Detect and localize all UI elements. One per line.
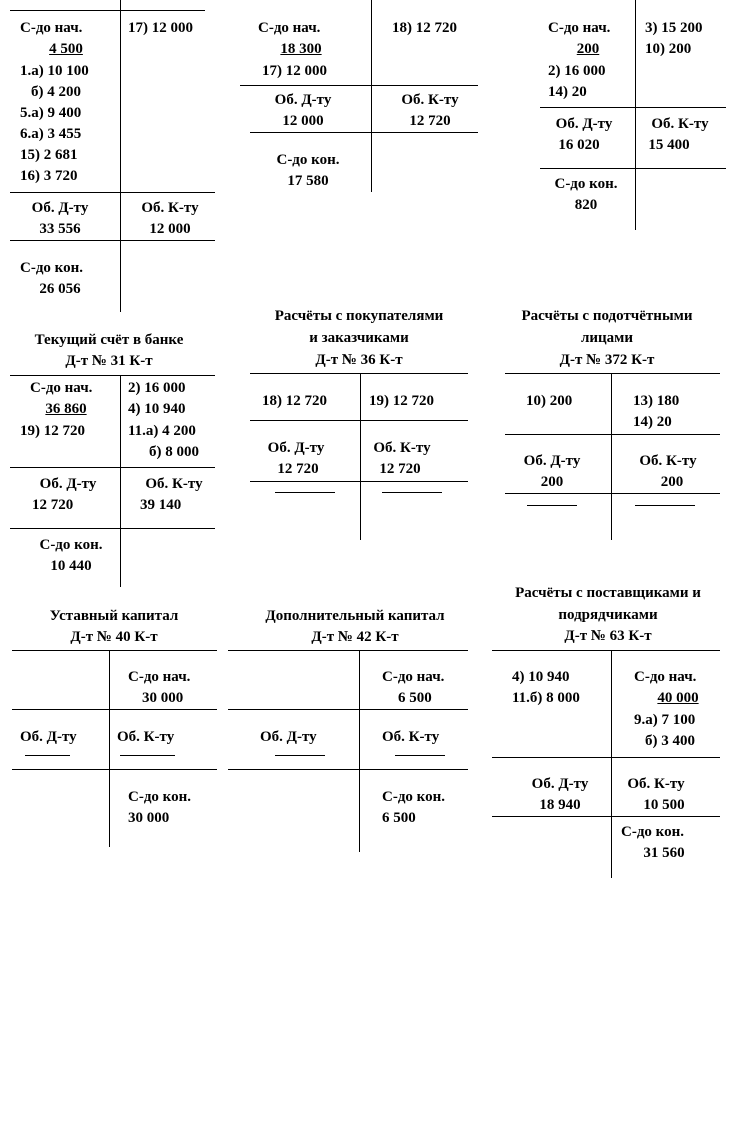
opening-balance-label: С-до нач. — [128, 669, 191, 685]
account-title: Расчёты с покупателями — [274, 308, 444, 324]
opening-balance-value: 30 000 — [142, 690, 184, 706]
closing-balance-label: С-до кон. — [128, 789, 192, 805]
debit-entry: 5.а) 9 400 — [20, 105, 82, 121]
ledger-line — [12, 769, 217, 770]
credit-entry: 18) 12 720 — [392, 20, 457, 36]
account-title: подрядчиками — [558, 607, 658, 623]
turnover-credit-value: 12 720 — [409, 113, 451, 129]
ledger-line — [359, 650, 360, 852]
account-number: Д-т № 372 К-т — [559, 352, 655, 368]
ledger-line — [611, 650, 612, 878]
account-title: Дополнительный капитал — [265, 608, 445, 624]
empty-line — [25, 755, 70, 756]
turnover-debit-label: Об. Д-ту — [531, 776, 589, 792]
account-title: и заказчиками — [309, 330, 409, 346]
opening-balance-label: С-до нач. — [20, 20, 83, 36]
empty-line — [275, 755, 325, 756]
empty-line — [275, 492, 335, 493]
ledger-line — [228, 709, 468, 710]
closing-balance-label: С-до кон. — [20, 260, 84, 276]
closing-balance-value: 17 580 — [287, 173, 329, 189]
empty-line — [382, 492, 442, 493]
turnover-debit-label: Об. Д-ту — [260, 729, 317, 745]
ledger-line — [12, 650, 217, 651]
turnover-debit-label: Об. Д-ту — [523, 453, 581, 469]
account-title: Уставный капитал — [49, 608, 179, 624]
ledger-line — [10, 375, 215, 376]
opening-balance-label: С-до нач. — [258, 20, 321, 36]
turnover-credit-label: Об. К-ту — [373, 440, 431, 456]
account-number: Д-т № 63 К-т — [564, 628, 652, 644]
turnover-credit-label: Об. К-ту — [627, 776, 685, 792]
turnover-credit-label: Об. К-ту — [639, 453, 697, 469]
debit-entry: 11.б) 8 000 — [512, 690, 580, 706]
credit-entry: 19) 12 720 — [369, 393, 434, 409]
ledger-line — [505, 434, 720, 435]
ledger-line — [12, 709, 217, 710]
ledger-line — [228, 650, 468, 651]
opening-balance-value: 200 — [576, 41, 600, 57]
account-number: Д-т № 42 К-т — [311, 629, 399, 645]
debit-entry: 1.а) 10 100 — [20, 63, 89, 79]
ledger-line — [250, 420, 468, 421]
credit-entry: 4) 10 940 — [128, 401, 186, 417]
turnover-debit-value: 33 556 — [39, 221, 81, 237]
ledger-line — [250, 132, 478, 133]
turnover-debit-label: Об. Д-ту — [555, 116, 613, 132]
turnover-credit-value: 12 720 — [379, 461, 421, 477]
turnover-credit-label: Об. К-ту — [117, 729, 175, 745]
turnover-debit-value: 200 — [540, 474, 564, 490]
debit-entry: 19) 12 720 — [20, 423, 85, 439]
account-number: Д-т № 40 К-т — [70, 629, 158, 645]
opening-balance-label: С-до нач. — [634, 669, 697, 685]
debit-entry: 4) 10 940 — [512, 669, 570, 685]
turnover-debit-label: Об. Д-ту — [31, 200, 89, 216]
ledger-line — [492, 816, 720, 817]
credit-entry: 14) 20 — [633, 414, 672, 430]
turnover-debit-value: 18 940 — [539, 797, 581, 813]
credit-entry: 10) 200 — [645, 41, 692, 57]
opening-balance-label: С-до нач. — [548, 20, 611, 36]
ledger-line — [492, 757, 720, 758]
turnover-credit-label: Об. К-ту — [141, 200, 199, 216]
closing-balance-label: С-до кон. — [276, 152, 340, 168]
closing-balance-value: 10 440 — [50, 558, 92, 574]
credit-entry: 2) 16 000 — [128, 380, 186, 396]
empty-line — [120, 755, 175, 756]
turnover-debit-label: Об. Д-ту — [20, 729, 77, 745]
closing-balance-value: 820 — [574, 197, 598, 213]
turnover-credit-label: Об. К-ту — [651, 116, 709, 132]
ledger-line — [540, 107, 726, 108]
closing-balance-label: С-до кон. — [554, 176, 618, 192]
debit-entry: 10) 200 — [526, 393, 573, 409]
ledger-line — [611, 373, 612, 540]
opening-balance-label: С-до нач. — [382, 669, 445, 685]
debit-entry: 15) 2 681 — [20, 147, 78, 163]
turnover-credit-value: 15 400 — [648, 137, 690, 153]
credit-entry: 13) 180 — [633, 393, 680, 409]
closing-balance-label: С-до кон. — [39, 537, 103, 553]
debit-entry: 16) 3 720 — [20, 168, 78, 184]
turnover-debit-value: 16 020 — [558, 137, 600, 153]
debit-entry: 2) 16 000 — [548, 63, 606, 79]
opening-balance-label: С-до нач. — [30, 380, 93, 396]
turnover-credit-label: Об. К-ту — [145, 476, 203, 492]
ledger-line — [120, 0, 121, 312]
turnover-debit-label: Об. Д-ту — [39, 476, 97, 492]
ledger-line — [228, 769, 468, 770]
turnover-credit-value: 12 000 — [149, 221, 191, 237]
empty-line — [635, 505, 695, 506]
ledger-line — [109, 650, 110, 847]
ledger-line — [505, 373, 720, 374]
credit-entry: 11.а) 4 200 — [128, 423, 196, 439]
turnover-credit-value: 10 500 — [643, 797, 685, 813]
credit-entry: 9.а) 7 100 — [634, 712, 696, 728]
debit-entry: 17) 12 000 — [262, 63, 327, 79]
credit-entry: б) 8 000 — [149, 444, 199, 460]
ledger-line — [371, 0, 372, 192]
account-title: Текущий счёт в банке — [34, 332, 184, 348]
opening-balance-value: 4 500 — [49, 41, 83, 57]
ledger-line — [492, 650, 720, 651]
credit-entry: 17) 12 000 — [128, 20, 193, 36]
ledger-line — [120, 375, 121, 587]
empty-line — [395, 755, 445, 756]
turnover-debit-label: Об. Д-ту — [267, 440, 325, 456]
turnover-debit-value: 12 000 — [282, 113, 324, 129]
closing-balance-value: 6 500 — [382, 810, 416, 826]
turnover-debit-value: 12 720 — [277, 461, 319, 477]
account-number: Д-т № 36 К-т — [315, 352, 403, 368]
credit-entry: 3) 15 200 — [645, 20, 703, 36]
credit-entry: б) 3 400 — [645, 733, 695, 749]
closing-balance-label: С-до кон. — [621, 824, 685, 840]
opening-balance-value: 36 860 — [45, 401, 87, 417]
debit-entry: 6.а) 3 455 — [20, 126, 82, 142]
debit-entry: 14) 20 — [548, 84, 587, 100]
ledger-line — [10, 528, 215, 529]
account-title: Расчёты с поставщиками и — [515, 585, 701, 601]
opening-balance-value: 18 300 — [280, 41, 322, 57]
ledger-line — [240, 85, 478, 86]
ledger-line — [505, 493, 720, 494]
turnover-credit-label: Об. К-ту — [401, 92, 459, 108]
turnover-credit-value: 39 140 — [140, 497, 182, 513]
account-number: Д-т № 31 К-т — [65, 353, 153, 369]
closing-balance-value: 31 560 — [643, 845, 685, 861]
ledger-line — [540, 168, 726, 169]
closing-balance-value: 30 000 — [128, 810, 170, 826]
turnover-debit-value: 12 720 — [32, 497, 74, 513]
turnover-credit-value: 200 — [660, 474, 684, 490]
account-title: лицами — [580, 330, 634, 346]
ledger-line — [250, 481, 468, 482]
debit-entry: 18) 12 720 — [262, 393, 327, 409]
closing-balance-value: 26 056 — [39, 281, 81, 297]
opening-balance-value: 40 000 — [657, 690, 699, 706]
ledger-line — [10, 467, 215, 468]
ledger-line — [10, 10, 205, 11]
account-title: Расчёты с подотчётными — [521, 308, 693, 324]
debit-entry: б) 4 200 — [31, 84, 81, 100]
empty-line — [527, 505, 577, 506]
ledger-line — [250, 373, 468, 374]
ledger-line — [10, 240, 215, 241]
closing-balance-label: С-до кон. — [382, 789, 446, 805]
turnover-debit-label: Об. Д-ту — [274, 92, 332, 108]
opening-balance-value: 6 500 — [398, 690, 432, 706]
ledger-line — [10, 192, 215, 193]
turnover-credit-label: Об. К-ту — [382, 729, 440, 745]
